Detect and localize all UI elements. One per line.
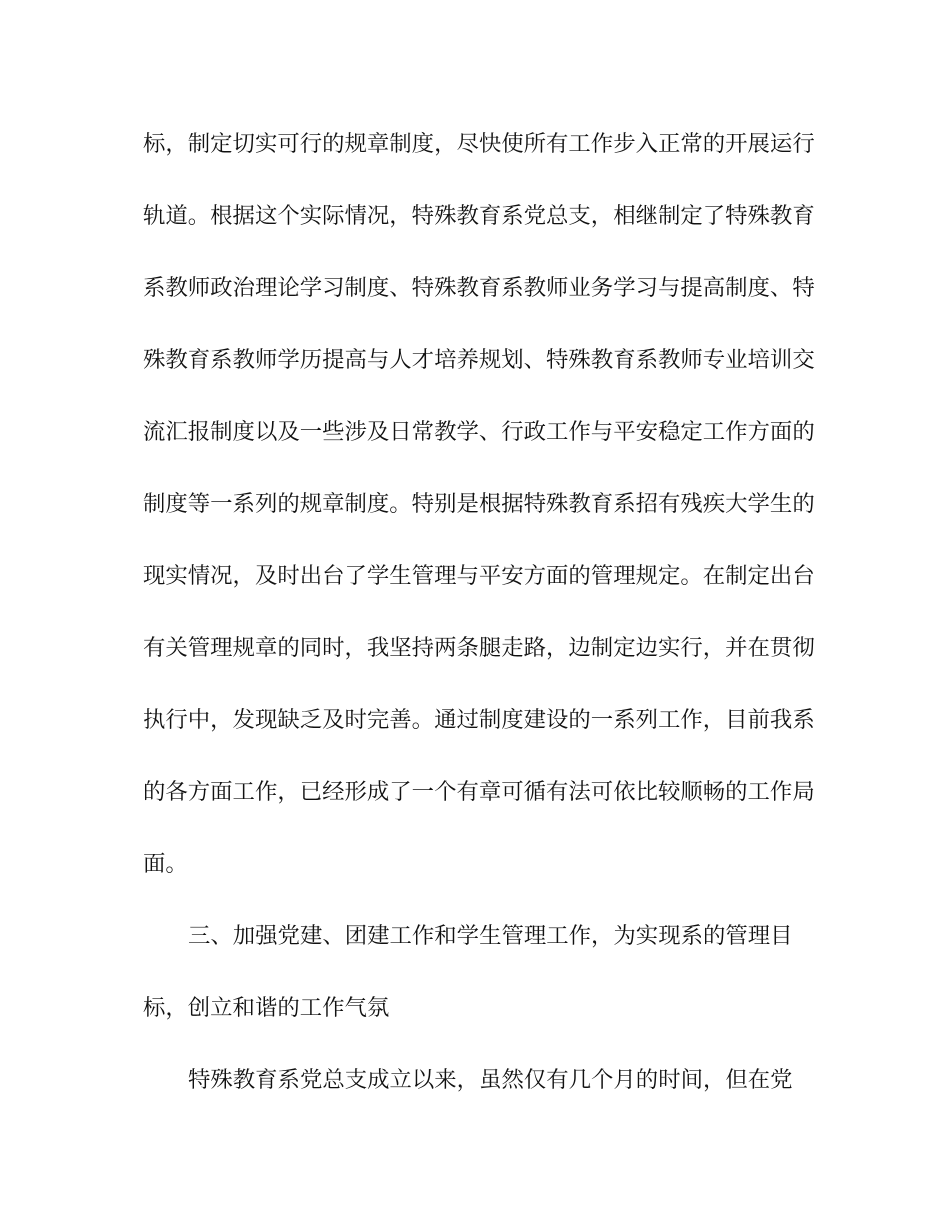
text-line: 制度等一系列的规章制度。特别是根据特殊教育系招有残疾大学生的	[143, 491, 815, 517]
text-line: 殊教育系教师学历提高与人才培养规划、特殊教育系教师专业培训交	[143, 347, 815, 373]
text-line: 面。	[143, 851, 188, 877]
text-line: 现实情况，及时出台了学生管理与平安方面的管理规定。在制定出台	[143, 563, 815, 589]
section-heading-line: 标，创立和谐的工作气氛	[143, 995, 390, 1021]
text-line: 系教师政治理论学习制度、特殊教育系教师业务学习与提高制度、特	[143, 275, 815, 301]
section-heading-line: 三、加强党建、团建工作和学生管理工作，为实现系的管理目	[188, 923, 793, 949]
text-line: 特殊教育系党总支成立以来，虽然仅有几个月的时间，但在党	[188, 1067, 793, 1093]
text-line: 轨道。根据这个实际情况，特殊教育系党总支，相继制定了特殊教育	[143, 203, 815, 229]
text-line: 有关管理规章的同时，我坚持两条腿走路，边制定边实行，并在贯彻	[143, 635, 815, 661]
text-line: 执行中，发现缺乏及时完善。通过制度建设的一系列工作，目前我系	[143, 707, 815, 733]
text-line: 标，制定切实可行的规章制度，尽快使所有工作步入正常的开展运行	[143, 131, 815, 157]
text-line: 流汇报制度以及一些涉及日常教学、行政工作与平安稳定工作方面的	[143, 419, 815, 445]
text-line: 的各方面工作，已经形成了一个有章可循有法可依比较顺畅的工作局	[143, 779, 815, 805]
